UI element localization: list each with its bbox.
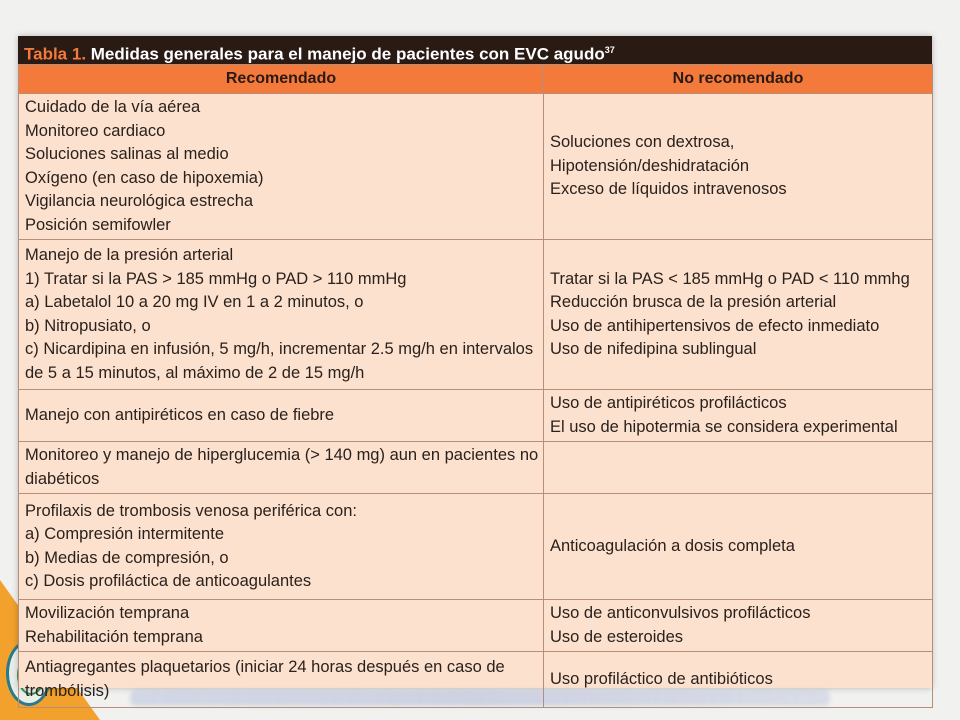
- cell-line: Soluciones salinas al medio: [25, 145, 229, 163]
- cell-line: a) Labetalol 10 a 20 mg IV en 1 a 2 minutos, o: [25, 293, 364, 311]
- table-title: [18, 36, 932, 64]
- cell-not-recommended: [544, 240, 933, 390]
- table-card: [18, 36, 932, 700]
- cell-line: Uso de esteroides: [550, 627, 683, 646]
- table-title-reference: 37: [604, 45, 615, 55]
- cell-line: b) Medias de compresión, o: [25, 548, 229, 567]
- table-row: [19, 390, 933, 442]
- header-recommended: Recomendado: [19, 65, 544, 94]
- cell-recommended: [19, 494, 544, 600]
- cell-not-recommended: [544, 494, 933, 600]
- cell-line: Soluciones con dextrosa,: [550, 133, 735, 152]
- cell-not-recommended: [544, 600, 933, 652]
- cell-not-recommended: [544, 390, 933, 442]
- cell-line: 1) Tratar si la PAS > 185 mmHg o PAD > 110 mmHg: [25, 269, 407, 288]
- blurred-footer-text: [130, 690, 830, 706]
- cell-recommended: [19, 600, 544, 652]
- cell-recommended: [19, 442, 544, 494]
- cell-line: Vigilancia neurológica estrecha: [25, 192, 254, 210]
- table-row: [19, 494, 933, 600]
- header-not-recommended: No recomendado: [544, 65, 933, 94]
- cell-line: Reducción brusca de la presión arterial: [550, 293, 837, 311]
- cell-line: Movilización temprana: [25, 604, 190, 622]
- table-row: [19, 442, 933, 494]
- header-row: [19, 65, 933, 94]
- cell-line: Exceso de líquidos intravenosos: [550, 180, 787, 199]
- cell-line: a) Compresión intermitente: [25, 525, 224, 543]
- cell-line: c) Nicardipina en infusión, 5 mg/h, incrementar 2.5 mg/h en intervalos: [25, 340, 534, 358]
- cell-line: Uso de anticonvulsivos profilácticos: [550, 604, 811, 622]
- cell-line: Monitoreo cardiaco: [25, 121, 166, 140]
- measures-table: [18, 64, 933, 708]
- cell-recommended: [19, 390, 544, 442]
- cell-line: Uso profiláctico de antibióticos: [550, 669, 773, 688]
- cell-line: El uso de hipotermia se considera experimental: [550, 417, 898, 436]
- cell-recommended: [19, 240, 544, 390]
- cell-line: b) Nitropusiato, o: [25, 316, 151, 335]
- cell-line: Manejo de la presión arterial: [25, 246, 234, 264]
- table-row: [19, 600, 933, 652]
- cell-line: Monitoreo y manejo de hiperglucemia (> 140 mg) aun en pacientes no: [25, 446, 539, 464]
- cell-line: c) Dosis profiláctica de anticoagulantes: [25, 572, 312, 590]
- cell-not-recommended: [544, 442, 933, 494]
- table-title-text: Medidas generales para el manejo de pacientes con EVC agudo: [86, 44, 605, 64]
- cell-not-recommended: [544, 94, 933, 240]
- cell-line: Uso de antipiréticos profilácticos: [550, 394, 787, 412]
- cell-line: Antiagregantes plaquetarios (iniciar 24 horas después en caso de: [25, 658, 505, 676]
- cell-line: Oxígeno (en caso de hipoxemia): [25, 168, 264, 187]
- table-row: [19, 240, 933, 390]
- cell-line: Hipotensión/deshidratación: [550, 156, 750, 175]
- cell-line: Rehabilitación temprana: [25, 627, 203, 646]
- cell-line: Uso de antihipertensivos de efecto inmediato: [550, 316, 880, 335]
- cell-line: trombólisis): [25, 681, 110, 700]
- cell-line: de 5 a 15 minutos, al máximo de 2 de 15 mg/h: [25, 363, 365, 382]
- table-title-number: Tabla 1.: [24, 44, 87, 64]
- cell-line: Cuidado de la vía aérea: [25, 98, 201, 116]
- cell-recommended: [19, 94, 544, 240]
- cell-line: diabéticos: [25, 469, 100, 488]
- cell-line: Manejo con antipiréticos en caso de fiebre: [25, 405, 335, 424]
- table-body: [19, 94, 933, 708]
- cell-line: Profilaxis de trombosis venosa periférica con:: [25, 501, 357, 520]
- cell-line: Uso de nifedipina sublingual: [550, 340, 757, 358]
- cell-line: Tratar si la PAS < 185 mmHg o PAD < 110 mmhg: [550, 269, 910, 288]
- cell-line: Posición semifowler: [25, 215, 171, 234]
- cell-line: Anticoagulación a dosis completa: [550, 536, 795, 555]
- table-row: [19, 94, 933, 240]
